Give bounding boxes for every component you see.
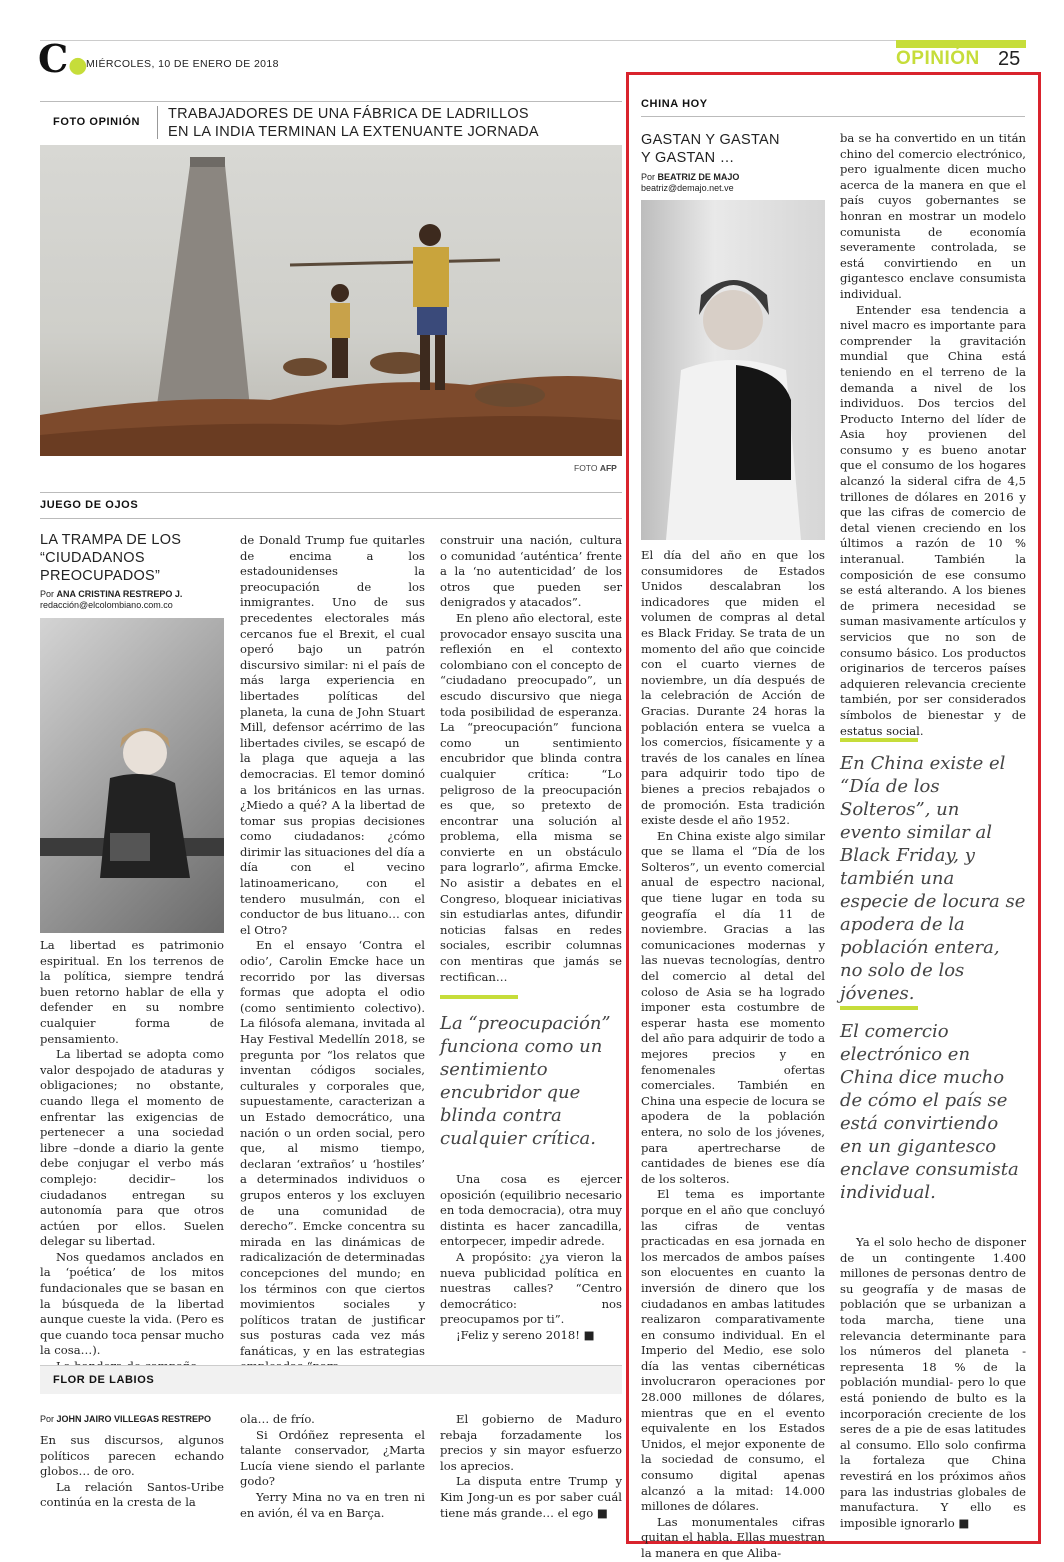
china-hoy-byline [641,172,816,194]
foto-opinion-caption-line1: TRABAJADORES DE UNA FÁBRICA DE LADRILLOS [168,106,529,122]
logo-dot: ● [68,52,88,78]
china-col2-p2: Entender esa tendencia a nivel macro es importante para comprender la gravitación mundial que China está teniendo en el terreno de la demanda a nivel de los individuos. Dos tercios del Producto Interno del líder de Asia hoy provienen del consumo y es bueno anotar que el consumo de los hogares alcanzó la sideral cifra de 4,5 trillones de dólares en 2016 y que las cifras de comercio de detal vienen creciendo en los últimos a razón de 10 % interanual. También la composición de ese consumo se está alterando. A los bienes de primera necesidad se suman masivamente artículos y servicios que no son de consumo básico. Los productos originarios de terceros países adquieren relevancia creciente también, por ser considerados símbolos de bienestar y de estatus social. [840,302,1026,738]
portrait-illustration [40,618,224,933]
book-shape [110,833,150,861]
author-portrait-restrepo [40,618,224,933]
de-majo-portrait-illustration [641,200,825,540]
flor-col-1 [40,1433,224,1511]
juego-col-1 [40,938,224,1375]
author-portrait-de-majo [641,200,825,540]
juego-col3-after-p1: Una cosa es ejercer oposición (equilibrio necesario en toda democracia), otra muy distinta es hacer zancadilla, entorpecer, impedir adrede. [440,1172,622,1249]
photo-credit-agency: AFP [599,463,617,473]
juego-col-2 [240,533,425,1375]
flor-col3-p1: El gobierno de Maduro rebaja forzadamente los precios y sin mayor esfuerzo los aprecios. [440,1412,622,1473]
headline-line-2: “CIUDADANOS [40,550,145,566]
body-shape [100,774,190,878]
header-page-number: 25 [998,48,1021,70]
man-leg-left [420,335,430,390]
china-headline-line-2: Y GASTAN … [641,150,735,166]
header-top-rule [40,40,1025,41]
flor-col-2 [240,1412,425,1521]
china-pull-quote-2-bar [840,1006,918,1010]
china-col-2 [840,131,1026,739]
juego-col-3 [440,533,622,985]
juego-de-ojos-under-rule [40,518,622,519]
juego-col-3-after [440,1172,622,1344]
china-col-2-after [840,1235,1026,1531]
child-body [330,303,350,338]
man-leg-right [435,335,445,390]
china-hoy-label: CHINA HOY [641,98,708,110]
brick-workers-photo [40,145,622,456]
juego-pull-quote: La “preocupación” funciona como un sentimiento encubridor que blinda contra cualquier crítica. [440,1013,611,1149]
basket-left [283,358,327,376]
china-col1-p1: El día del año en que los consumidores de Estados Unidos descalabran los indicadores que miden el volumen de compras al detal es Black Friday. Se trata de un momento del año que coincide con el cuarto viernes de noviembre, un día después de la celebración de Acción de Gracias. Durante 24 horas la población entera se vuelca a los comercios, físicamente y a través de los canales en línea para adquirir todo tipo de bienes a precios rebajados o de promoción. Esta tradición existe desde el año 1952. [641,548,825,828]
juego-de-ojos-byline [40,589,230,611]
china-author-email: beatriz@demajo.net.ve [641,183,734,193]
flor-col1-p2: La relación Santos-Uribe continúa en la cresta de la [40,1479,224,1510]
flor-col2-p1: ola… de frío. [240,1412,315,1426]
flor-de-labios-header [40,1365,622,1394]
juego-col1-p2: La libertad se adopta como valor despojado de ataduras y obligaciones; no obstante, cuando llega el momento de enfrentar las exigencias de pertenecer a una sociedad libre –donde a diario la gente debe conjugar el verbo más complejo: decidir– los ciudadanos entregan su autonomía para que otros actúen por ellos. Suelen delegar su libertad. [40,1047,224,1249]
china-byline-prefix: Por [641,172,656,182]
juego-col3-after-p2: A propósito: ¿ya vieron la nueva publicidad política en nuestras calles? “Centro democrático: nos preocupamos por ti”. [440,1249,622,1327]
chimney-top [190,157,225,167]
brick-workers-illustration [40,145,622,456]
carrying-pole [290,260,500,265]
china-hoy-under-rule [641,116,1025,117]
basket-right [475,383,545,407]
foto-opinion-caption [168,105,539,141]
header-date: MIÉRCOLES, 10 DE ENERO DE 2018 [86,58,279,70]
china-pull-quote-1: En China existe el “Día de los Solteros”, un evento similar al Black Friday, y también una especie de locura se apodera de la población entera, no solo de los jóvenes. [840,753,1026,1004]
flor-col2-p2: Si Ordóñez representa el talante conservador, ¿Marta Lucía viene siendo el parlante godo? [240,1427,425,1489]
flor-de-labios-label: FLOR DE LABIOS [53,1374,155,1386]
juego-pull-quote-bar [440,995,518,999]
juego-col3-after-p3: ¡Feliz y sereno 2018! ■ [456,1327,595,1342]
photo-credit [574,463,617,473]
juego-col2-p2: En el ensayo ‘Contra el odio’, Carolin Emcke hace un recorrido por las diversas formas que adopta el odio (como sentimiento colectivo). La filósofa alemana, invitada al Hay Festival Medellín 2018, se pregunta por “los relatos que inventan códigos sociales, culturales y corporales que, supuestamente, caracterizan a un Estado democrático, una nación o un orden social, pero que, al mismo tiempo, declaran ‘extraños’ u ‘hostiles’ a determinados individuos o grupos enteros y los excluyen de una comunidad de derecho”. Emcke concentra su mirada en las dinámicas de radicalización de determinadas concepciones del mundo; en los términos con que ciertos movimientos sociales y políticos tratan de justificar sus posturas cada vez más fanáticas, y en las estrategias [240,938,425,1358]
header-section: OPINIÓN [896,48,980,69]
flor-de-labios-byline [40,1414,240,1425]
juego-de-ojos-top-rule [40,492,622,493]
china-headline-line-1: GASTAN Y GASTAN [641,132,780,148]
flor-byline-prefix: Por [40,1414,55,1424]
man-body [413,247,449,307]
author-name: ANA CRISTINA RESTREPO J. [56,589,183,599]
logo-letter: C [38,36,69,81]
face-shape [123,731,167,775]
header-accent-bar [896,40,1026,48]
juego-col1-p1: La libertad es patrimonio espiritual. En los terrenos de la política, siempre tendrá buen retorno hablar de ella y defender en su nombre cualquier forma de pensamiento. [40,938,224,1046]
juego-de-ojos-headline [40,531,230,585]
foto-opinion-caption-line2: EN LA INDIA TERMINAN LA EXTENUANTE JORNADA [168,124,539,140]
china-col1-p2: En China existe algo similar que se llama el “Día de los Solteros”, un evento comercial anual de espectro nacional, que tiene lugar en toda su geografía el día 11 de noviembre. Gracias a las comunicaciones modernas y las nuevas tecnologías, dentro del comercio al detal del coloso de Asia se ha logrado imponer esta costumbre de esperar hasta ese momento del año para adquirir de todo a mejores precios y en fenomenales ofertas comerciales. También en China una especie de locura se apodera de la población entera, no solo de los jóvenes, para apertrecharse de cantidades de bienes ese día de los solteros. [641,828,825,1186]
juego-de-ojos-label: JUEGO DE OJOS [40,499,139,511]
china-pull-quote-2: El comercio electrónico en China dice mucho de cómo el país se está convirtiendo en un gigantesco enclave consumista individual. [840,1021,1019,1203]
flor-col2-p3: Yerry Mina no va en tren ni en avión, él va en Barça. [240,1489,425,1520]
byline-prefix: Por [40,589,55,599]
china-author-name: BEATRIZ DE MAJO [657,172,740,182]
author-email: redacción@elcolombiano.com.co [40,600,173,610]
child-head [331,284,349,302]
headline-line-3: PREOCUPADOS” [40,568,161,584]
china-pull-quote-1-bar [840,738,918,742]
foto-opinion-top-rule [40,101,622,102]
china-col2-p1: ba se ha convertido en un titán chino del comercio electrónico, pero igualmente dicen mucho acerca de la manera en que el país cuyos gobernantes se honran en mostrar un modelo comunista de economía severamente controlada, se está convirtiendo en un gigantesco enclave consumista individual. [840,131,1026,301]
juego-col2-p1: de Donald Trump fue quitarles de encima a los estadounidenses la preocupación de los inmigrantes. Uno de sus precedentes electorales más cercanos fue el Brexit, el cual operó bajo un patrón discursivo similar: ni el país de más larga experiencia en libertades políticas del planeta, la cuna de John Stuart Mill, defensor acérrimo de las libertades civiles, se escapó de la plaga que aqueja a las democracias. El temor dominó a los británicos en las urnas. ¿Miedo a qué? A la libertad de tomar sus propias decisiones como ciudadanos: ¿cómo dirimir las situaciones del día a día con el vecino latinoamericano, con el tendero musulmán, con el conductor de bus lituano… con el Otro? [240,533,425,937]
foto-opinion-label: FOTO OPINIÓN [53,116,141,128]
china-col2-after-p1: Ya el solo hecho de disponer de un contingente 1.400 millones de personas dentro de su geografía y de masas de población que se urbanizan a toda marcha, tiene una relevancia determinante para los números del planeta -representa 18 % de la población mundial- pero lo que está poniendo de bulto es la incorporación creciente de los seres de a pie de esas latitudes al consumo. Ello solo confirma la fortaleza que China revestirá en los próximos años para las industrias globales de manufactura. Y ello es imposible ignorarlo ■ [840,1235,1026,1530]
flor-col-3 [440,1412,622,1521]
child-legs [332,338,348,378]
newspaper-logo [38,36,88,84]
foto-opinion-divider [157,106,158,139]
photo-credit-prefix: FOTO [574,463,598,473]
china-col1-p3: El tema es importante porque en el año que concluyó las cifras de ventas practicadas en esa jornada en los mercados de ambos países son elocuentes en cuanto la inversión de dinero que los ciudadanos en ambas latitudes realizaron comparativamente en consumo individual. En el Imperio del Medio, ese solo día las ventas cibernéticas involucraron operaciones por 28.000 millones de dólares, mientras que en el evento equivalente en los Estados Unidos, el mejor exponente de la sociedad de consumo, el consumo digital apenas alcanzó a la mitad: 14.000 millones de dólares. [641,1187,825,1514]
man-shorts [417,307,447,335]
china-col-1 [641,548,825,1562]
juego-col3-p2: En pleno año electoral, este provocador ensayo suscita una reflexión en el contexto colombiano con el concepto de “ciudadano preocupado”, un escudo discursivo que niega toda posibilidad de esperanza. La “preocupación” funciona como un sentimiento encubridor que blinda contra cualquier crítica: “Lo peligroso de la preocupación es que, so pretexto de encontrar una solución al problema, ella misma se convierte en un obstáculo para lograrlo”, afirma Emcke. No asistir a debates en el Congreso, bloquear iniciativas sin estudiarlas antes, difundir noticias falsas en redes sociales, escribir columnas con mentiras que jamás se rectifican… [440,610,622,984]
flor-col1-p1: En sus discursos, algunos políticos parecen echando globos… de oro. [40,1433,224,1479]
flor-col3-p2: La disputa entre Trump y Kim Jong-un es por saber cuál tiene más grande… el ego ■ [440,1474,622,1520]
china-hoy-headline [641,131,816,167]
man-head [419,224,441,246]
dm-face-shape [703,290,763,350]
juego-col1-p3: Nos quedamos anclados en la ‘poética’ de los mitos fundacionales que se basan en la búsqueda de la libertad aunque cueste la vida. (Pero es que cuando toca pensar mucho la cosa…). [40,1249,224,1358]
flor-author-name: JOHN JAIRO VILLEGAS RESTREPO [56,1414,212,1424]
juego-col3-p1: construir una nación, cultura o comunidad ‘auténtica’ frente a la ‘no autenticidad’ de los otros que pueden ser denigrados y atacados”. [440,533,622,610]
china-col1-p4: Las monumentales cifras quitan el habla. Ellas muestran la manera en que Aliba- [641,1514,825,1560]
headline-line-1: LA TRAMPA DE LOS [40,532,182,548]
